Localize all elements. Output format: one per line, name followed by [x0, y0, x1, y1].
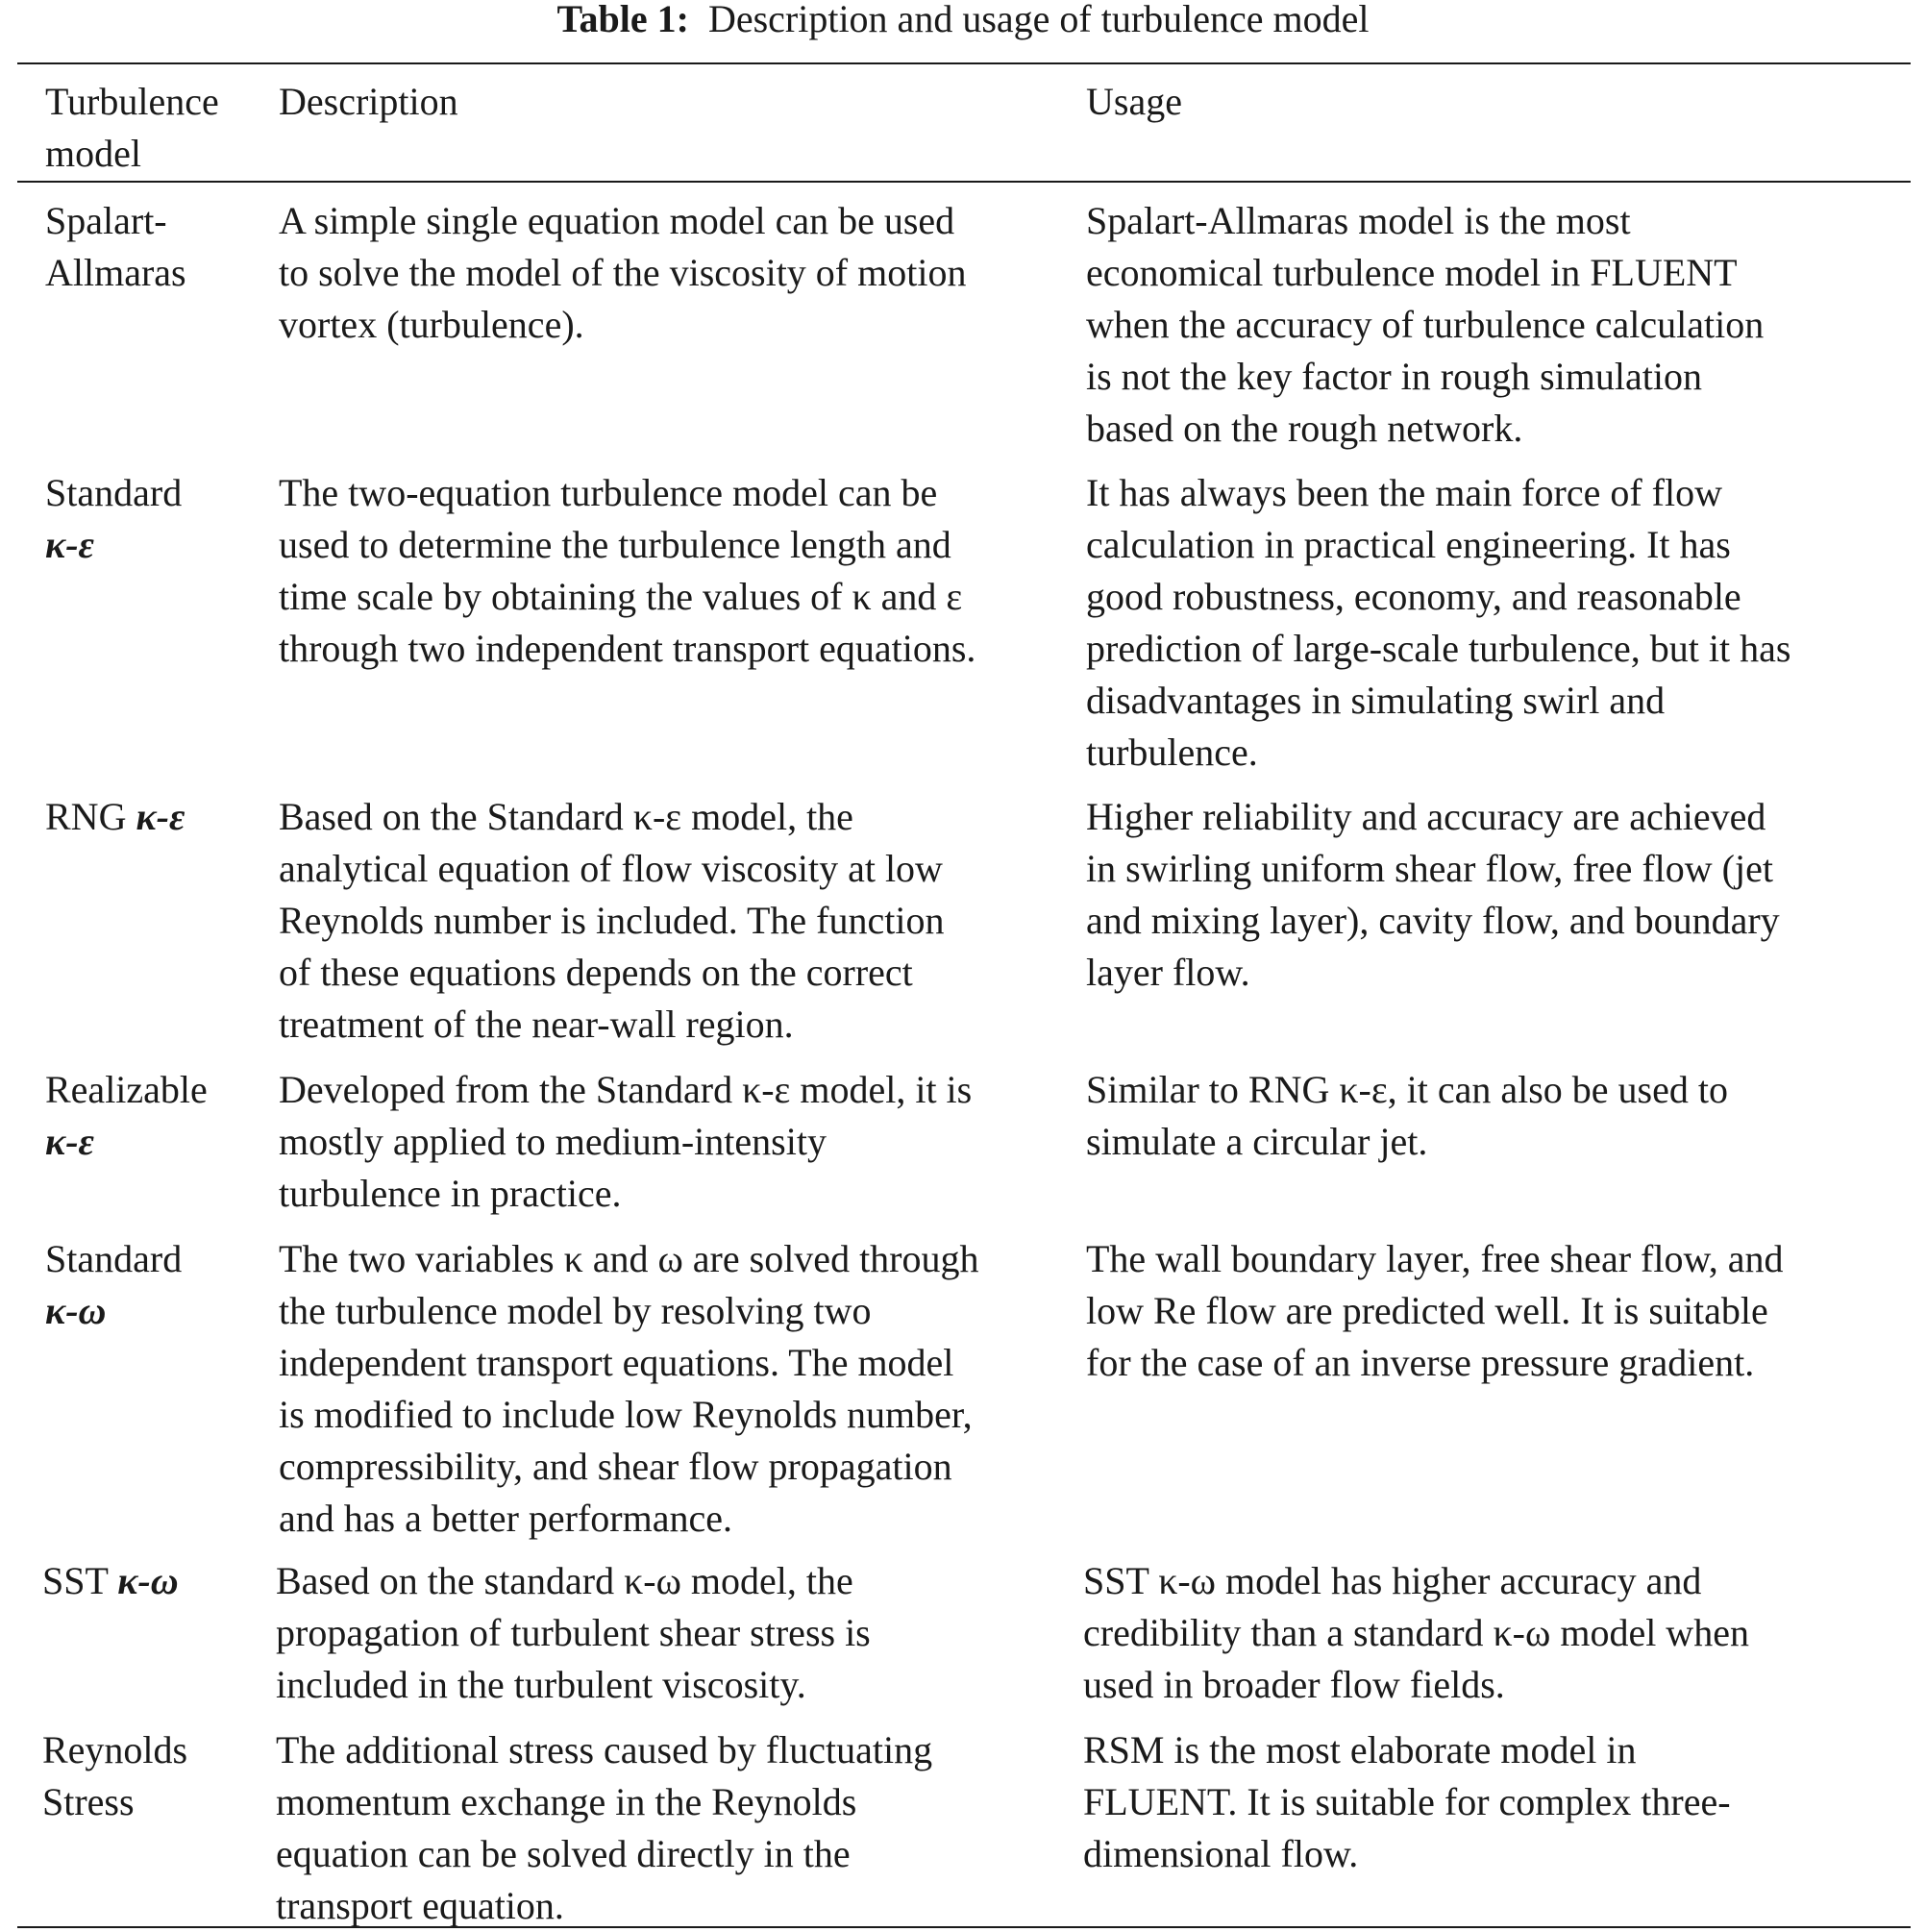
row-7-model	[42, 1724, 273, 1828]
row-2-usage: It has always been the main force of flow calculation in practical engineering. It has good robustness, economy, and reasonable prediction of large-scale turbulence, but it has disadvantages in simulating swirl and turbulence.	[1086, 471, 1791, 774]
row-4-usage: Similar to RNG κ-ε, it can also be used to simulate a circular jet.	[1086, 1068, 1728, 1163]
header-rule	[17, 181, 1911, 183]
header-model: Turbulence model	[45, 80, 219, 175]
row-1-model	[45, 195, 276, 299]
row-1-model-name: Spalart- Allmaras	[45, 199, 186, 294]
row-2-description: The two-equation turbulence model can be used to determine the turbulence length and time scale by obtaining the values of κ and ε through two independent transport equations.	[279, 471, 976, 670]
row-3-model-name: RNG	[45, 795, 136, 838]
row-3-description: Based on the Standard κ-ε model, the analytical equation of flow viscosity at low Reynolds number is included. The function of these equations depends on the correct treatment of the near-wall region.	[279, 795, 945, 1046]
row-4-model	[45, 1064, 276, 1168]
row-5-usage: The wall boundary layer, free shear flow, and low Re flow are predicted well. It is suitable for the case of an inverse pressure gradient.	[1086, 1237, 1784, 1384]
row-6-description: Based on the standard κ-ω model, the propagation of turbulent shear stress is included in the turbulent viscosity.	[276, 1559, 871, 1706]
row-2-model-symbol: κ-ε	[45, 523, 94, 566]
header-description: Description	[279, 80, 458, 123]
row-3-model-symbol: κ-ε	[136, 795, 185, 838]
row-2-model	[45, 467, 276, 571]
row-2-model-name: Standard	[45, 471, 183, 514]
row-5-model	[45, 1233, 276, 1337]
row-6-usage: SST κ-ω model has higher accuracy and credibility than a standard κ-ω model when used in broader flow fields.	[1083, 1559, 1749, 1706]
row-4-model-name: Realizable	[45, 1068, 208, 1111]
row-1-usage: Spalart-Allmaras model is the most economical turbulence model in FLUENT when the accuracy of turbulence calculation is not the key factor in rough simulation based on the rough network.	[1086, 199, 1765, 450]
table-caption	[0, 0, 1926, 38]
bottom-rule	[17, 1926, 1911, 1928]
row-5-model-name: Standard	[45, 1237, 183, 1280]
caption-text: Description and usage of turbulence model	[707, 0, 1370, 40]
row-4-model-symbol: κ-ε	[45, 1120, 94, 1163]
row-6-model-name: SST	[42, 1559, 118, 1602]
row-5-description: The two variables κ and ω are solved through the turbulence model by resolving two independent transport equations. The model is modified to include low Reynolds number, compressibility, and shear flow propagation and has a better performance.	[279, 1237, 979, 1540]
row-3-usage: Higher reliability and accuracy are achieved in swirling uniform shear flow, free flow (jet and mixing layer), cavity flow, and boundary layer flow.	[1086, 795, 1780, 994]
row-7-usage: RSM is the most elaborate model in FLUENT. It is suitable for complex three- dimensional flow.	[1083, 1728, 1731, 1875]
top-rule	[17, 62, 1911, 64]
row-7-description: The additional stress caused by fluctuating momentum exchange in the Reynolds equation can be solved directly in the transport equation.	[276, 1728, 933, 1927]
row-1-description: A simple single equation model can be used to solve the model of the viscosity of motion vortex (turbulence).	[279, 199, 967, 346]
row-4-description: Developed from the Standard κ-ε model, it is mostly applied to medium-intensity turbulence in practice.	[279, 1068, 973, 1215]
row-6-model	[42, 1555, 273, 1607]
row-5-model-symbol: κ-ω	[45, 1289, 107, 1332]
row-7-model-name: Reynolds Stress	[42, 1728, 188, 1823]
caption-label: Table 1:	[556, 0, 689, 40]
header-usage: Usage	[1086, 80, 1182, 123]
row-3-model	[45, 791, 276, 843]
row-6-model-symbol: κ-ω	[117, 1559, 179, 1602]
